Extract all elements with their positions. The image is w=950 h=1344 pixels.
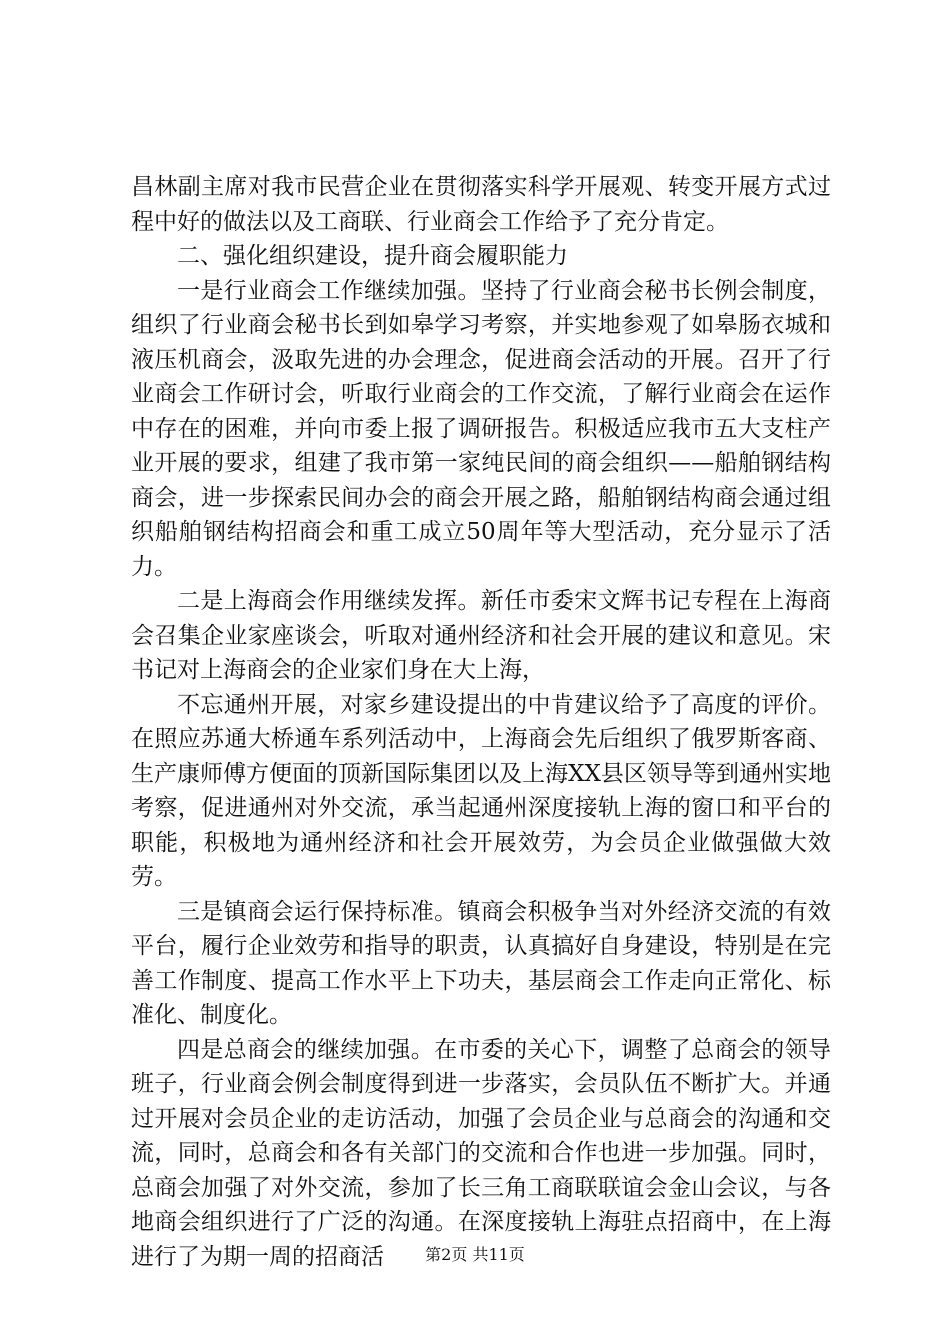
paragraph-shanghai-chamber-cont: 不忘通州开展，对家乡建设提出的中肯建议给予了高度的评价。在照应苏通大桥通车系列活动中，上海商会先后组织了俄罗斯客商、生产康师傅方便面的顶新国际集团以及上海XX县区领导等到通州实地考察，促进通州对外交流，承当起通州深度接轨上海的窗口和平台的职能，积极地为通州经济和社会开展效劳，为会员企业做强做大效劳。	[131, 691, 831, 890]
section-heading: 二、强化组织建设，提升商会履职能力	[177, 243, 568, 269]
page-number-footer: 第2页 共11页	[425, 1245, 525, 1264]
paragraph-continuation: 昌林副主席对我市民营企业在贯彻落实科学开展观、转变开展方式过程中好的做法以及工商联、行业商会工作给予了充分肯定。	[131, 174, 831, 235]
paragraph-general-chamber: 四是总商会的继续加强。在市委的关心下，调整了总商会的领导班子，行业商会例会制度得到进一步落实，会员队伍不断扩大。并通过开展对会员企业的走访活动，加强了会员企业与总商会的沟通和交流，同时，总商会和各有关部门的交流和合作也进一步加强。同时，总商会加强了对外交流，参加了长三角工商联联谊会金山会议，与各地商会组织进行了广泛的沟通。在深度接轨上海驻点招商中，在上海进行了为期一周的招商活	[131, 1036, 831, 1270]
paragraph-shanghai-chamber: 二是上海商会作用继续发挥。新任市委宋文辉书记专程在上海商会召集企业家座谈会，听取对通州经济和社会开展的建议和意见。宋书记对上海商会的企业家们身在大上海，	[131, 588, 831, 683]
paragraph-town-chambers: 三是镇商会运行保持标准。镇商会积极争当对外经济交流的有效平台，履行企业效劳和指导的职责，认真搞好自身建设，特别是在完善工作制度、提高工作水平上下功夫，基层商会工作走向正常化、标准化、制度化。	[131, 898, 831, 1028]
paragraph-industry-chambers: 一是行业商会工作继续加强。坚持了行业商会秘书长例会制度，组织了行业商会秘书长到如皋学习考察，并实地参观了如皋肠衣城和液压机商会，汲取先进的办会理念，促进商会活动的开展。召开了行业商会工作研讨会，听取行业商会的工作交流，了解行业商会在运作中存在的困难，并向市委上报了调研报告。积极适应我市五大支柱产业开展的要求，组建了我市第一家纯民间的商会组织——船舶钢结构商会，进一步探索民间办会的商会开展之路，船舶钢结构商会通过组织船舶钢结构招商会和重工成立50周年等大型活动，充分显示了活力。	[131, 277, 831, 580]
document-body	[131, 170, 831, 1274]
